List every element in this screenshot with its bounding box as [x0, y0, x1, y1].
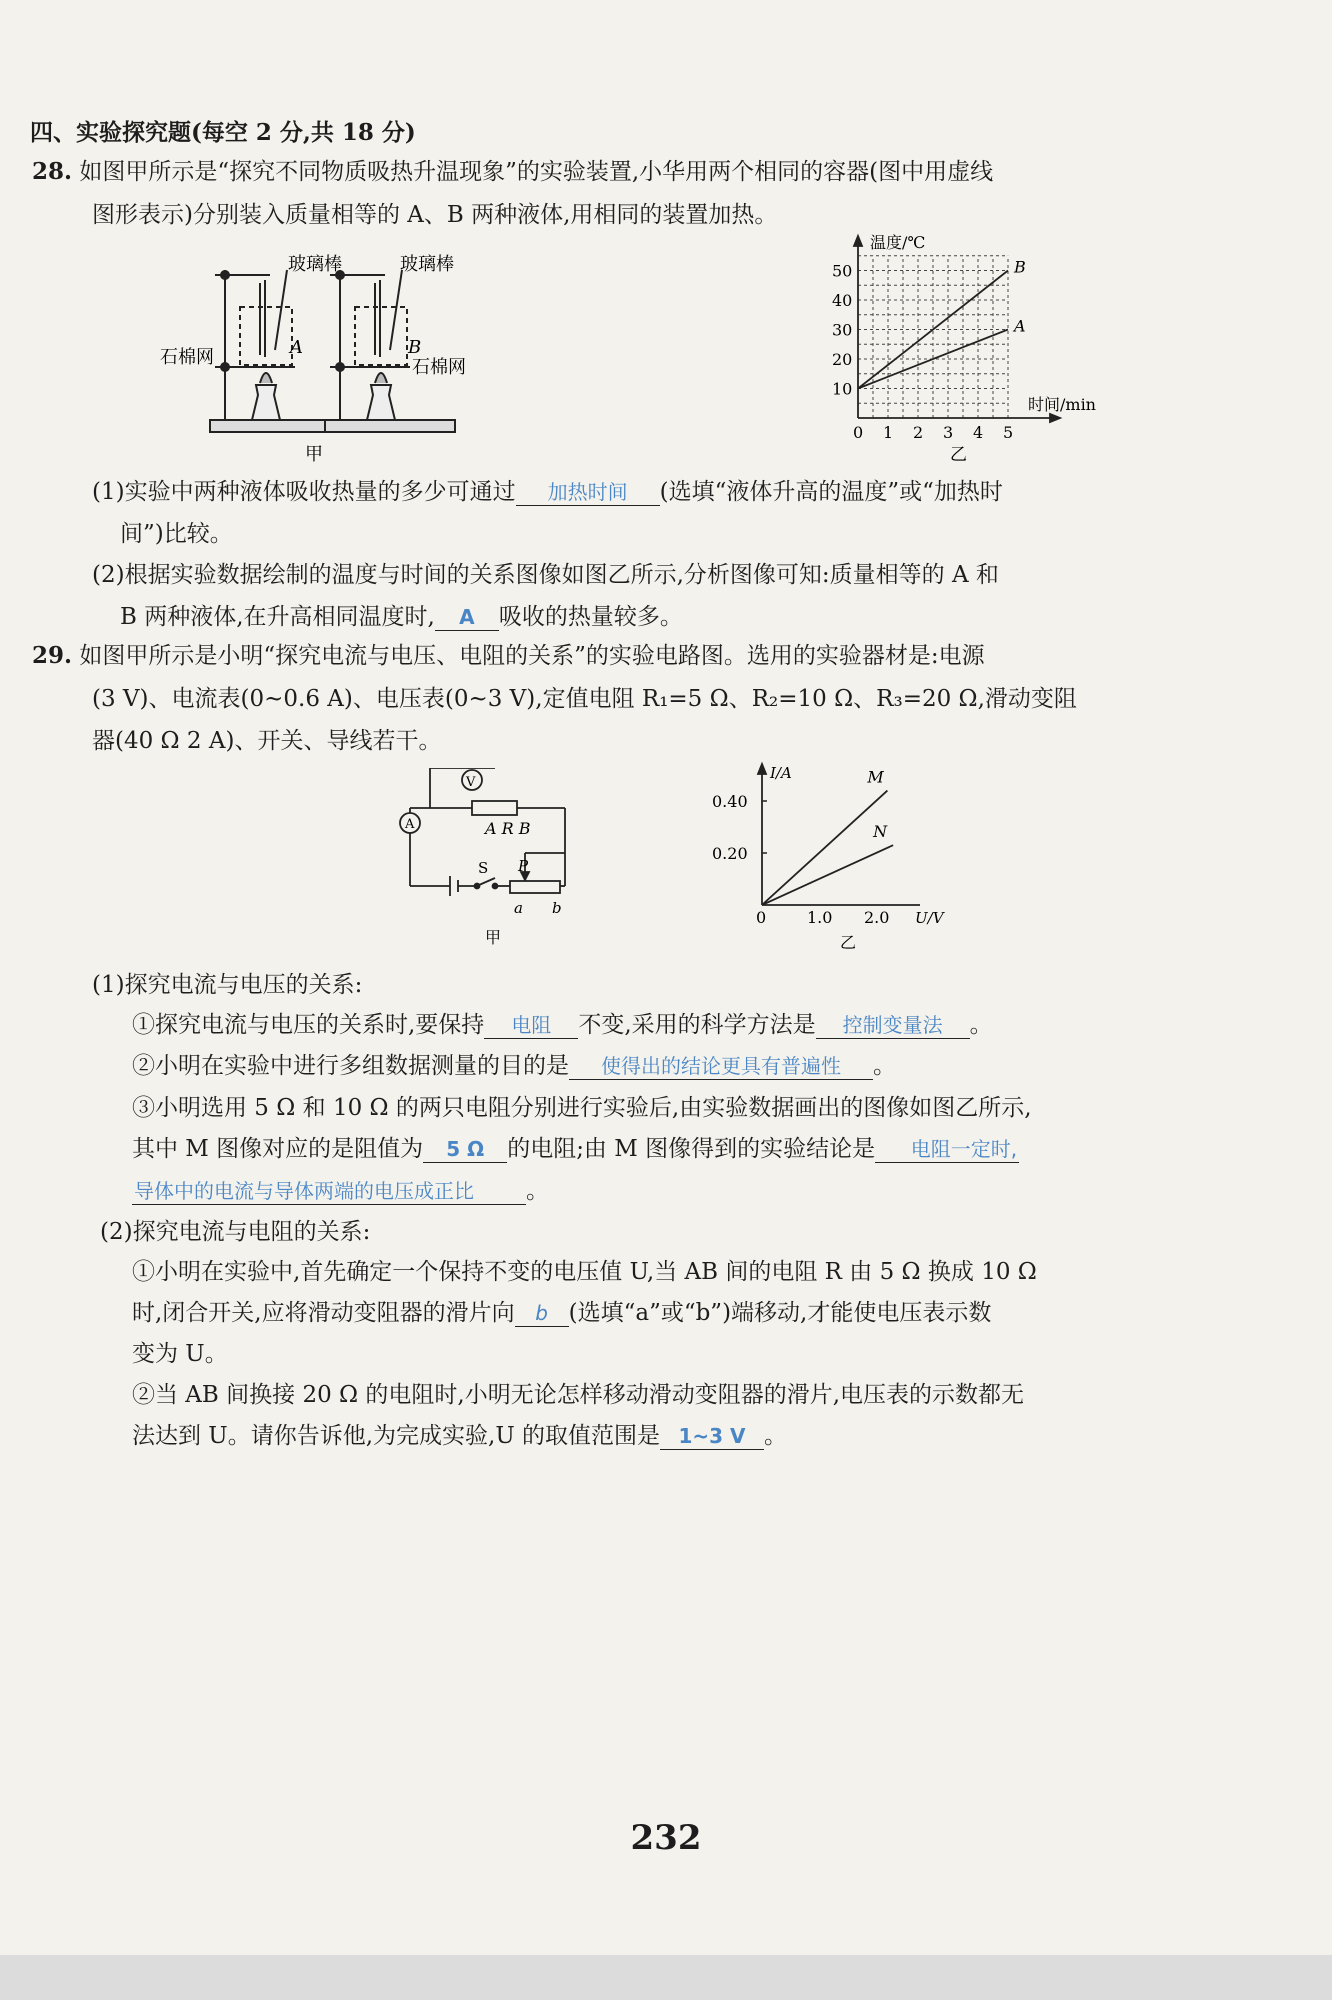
chart2-ylabel: I/A: [770, 764, 792, 782]
chart1-xtick: 0: [853, 423, 864, 442]
chart1-xtick: 3: [943, 423, 954, 442]
q28-p2-line1: (2)根据实验数据绘制的温度与时间的关系图像如图乙所示,分析图像可知:质量相等的 A 和: [92, 562, 999, 588]
q28-p2-line2: B 两种液体,在升高相同温度时, A 吸收的热量较多。: [120, 604, 683, 630]
q29-p2a-line2: 时,闭合开关,应将滑动变阻器的滑片向 b (选填“a”或“b”)端移动,才能使电压表示数: [132, 1300, 992, 1326]
end-b-label: b: [552, 899, 562, 917]
q29-p1a-answer2: 控制变量法: [816, 1012, 970, 1039]
slider-label: P: [518, 857, 529, 875]
page-number: 232: [630, 1818, 702, 1858]
q28-stem-line2: 图形表示)分别装入质量相等的 A、B 两种液体,用相同的装置加热。: [92, 202, 778, 228]
chart2-caption: 乙: [840, 933, 857, 952]
q28-p1-answer: 加热时间: [516, 479, 660, 506]
q29-p1c-answer2b: 导体中的电流与导体两端的电压成正比: [132, 1178, 526, 1205]
q28-stem-line1: 28. 如图甲所示是“探究不同物质吸热升温现象”的实验装置,小华用两个相同的容器(图中用虚线: [32, 158, 994, 185]
chart2-series-line-M: [762, 791, 887, 905]
chart1-xtick: 5: [1003, 423, 1014, 442]
q29-part1-title: (1)探究电流与电压的关系:: [92, 972, 363, 998]
chart2-ytick: 0.20: [712, 844, 748, 863]
liquid-b-label: B: [408, 337, 422, 358]
glass-rod-label-left: 玻璃棒: [288, 254, 342, 275]
q29-p2a-line3: 变为 U。: [132, 1341, 228, 1367]
chart1-series-label-B: B: [1014, 257, 1026, 277]
chart1-ylabel: 温度/℃: [870, 233, 926, 252]
svg-text:V: V: [466, 775, 476, 790]
chart1-xtick: 1: [883, 423, 894, 442]
circuit-arb-label: A R B: [485, 819, 531, 838]
ammeter: [400, 813, 420, 833]
q29-number: 29.: [32, 642, 73, 669]
q29-p1c-answer2a: 电阻一定时,: [875, 1136, 1019, 1163]
chart2-series-label-M: M: [867, 767, 884, 787]
q29-p1c-answer1: 5 Ω: [423, 1136, 507, 1163]
chart1-ytick: 30: [832, 320, 853, 340]
circuit-caption: 甲: [485, 928, 502, 947]
circuit-diagram: [390, 768, 620, 948]
q29-p2a-line1: ①小明在实验中,首先确定一个保持不变的电压值 U,当 AB 间的电阻 R 由 5 Ω 换成 10 Ω: [132, 1259, 1037, 1285]
chart1-ytick: 20: [832, 350, 853, 369]
chart2-xtick: 1.0: [807, 908, 833, 927]
svg-text:A: A: [405, 817, 415, 832]
q29-p1a: ①探究电流与电压的关系时,要保持 电阻 不变,采用的科学方法是 控制变量法 。: [132, 1012, 993, 1038]
asbestos-label-left: 石棉网: [160, 347, 214, 368]
q29-p1a-answer1: 电阻: [484, 1012, 578, 1039]
q28-p1-line1: (1)实验中两种液体吸收热量的多少可通过 加热时间 (选填“液体升高的温度”或“加热时: [92, 479, 1003, 505]
bottom-scan-edge: [0, 1955, 1332, 2000]
chart1-caption: 乙: [950, 445, 967, 465]
asbestos-label-right: 石棉网: [412, 357, 466, 378]
chart2-ytick: 0.40: [712, 792, 748, 811]
switch-label: S: [478, 859, 489, 877]
section-title: 四、实验探究题(每空 2 分,共 18 分): [30, 119, 416, 146]
chart1-xtick: 4: [973, 423, 984, 442]
q29-stem-line3: 器(40 Ω 2 A)、开关、导线若干。: [92, 728, 442, 754]
q29-p1b-answer: 使得出的结论更具有普遍性: [569, 1053, 873, 1080]
q29-p2b-answer: 1~3 V: [660, 1423, 764, 1450]
glass-rod-label-right: 玻璃棒: [400, 254, 454, 275]
chart2-xtick: 2.0: [864, 908, 890, 927]
q29-p1c-line2: 其中 M 图像对应的是阻值为 5 Ω 的电阻;由 M 图像得到的实验结论是 电阻一定时,: [132, 1136, 1018, 1162]
chart2-xlabel: U/V: [915, 909, 944, 927]
q28-p2-answer: A: [435, 604, 499, 631]
chart2-series-label-N: N: [873, 822, 888, 842]
end-a-label: a: [514, 899, 523, 917]
chart1-xlabel: 时间/min: [1028, 395, 1096, 414]
chart1-ytick: 50: [832, 261, 853, 281]
q29-p2a-answer: b: [515, 1300, 569, 1327]
q29-p1c-line3: 导体中的电流与导体两端的电压成正比 。: [134, 1178, 549, 1204]
q29-stem-line1: 29. 如图甲所示是小明“探究电流与电压、电阻的关系”的实验电路图。选用的实验器材是:电源: [32, 642, 985, 669]
q29-p1b: ②小明在实验中进行多组数据测量的目的是 使得出的结论更具有普遍性 。: [132, 1053, 896, 1079]
q29-p2b-line2: 法达到 U。请你告诉他,为完成实验,U 的取值范围是 1~3 V 。: [132, 1423, 788, 1449]
current-voltage-chart: [700, 760, 970, 955]
chart2-series-line-N: [762, 845, 893, 905]
figure-caption-jia: 甲: [305, 444, 323, 465]
q29-p2b-line1: ②当 AB 间换接 20 Ω 的电阻时,小明无论怎样移动滑动变阻器的滑片,电压表的示数都无: [132, 1382, 1025, 1408]
voltmeter: [462, 770, 482, 790]
temperature-time-chart: [810, 228, 1100, 476]
q29-part2-title: (2)探究电流与电阻的关系:: [100, 1219, 371, 1245]
q28-number: 28.: [32, 158, 73, 185]
chart1-ytick: 40: [832, 291, 853, 310]
apparatus-figure: [150, 245, 550, 470]
q29-p1c-line1: ③小明选用 5 Ω 和 10 Ω 的两只电阻分别进行实验后,由实验数据画出的图像如图乙所示,: [132, 1095, 1032, 1121]
chart1-xtick: 2: [913, 423, 924, 442]
chart2-xtick: 0: [756, 908, 767, 927]
q28-p1-line2: 间”)比较。: [120, 521, 233, 547]
q29-stem-line2: (3 V)、电流表(0~0.6 A)、电压表(0~3 V),定值电阻 R₁=5 Ω、R₂=10 Ω、R₃=20 Ω,滑动变阻: [92, 686, 1077, 712]
liquid-a-label: A: [290, 337, 303, 358]
chart1-series-label-A: A: [1014, 316, 1026, 336]
chart1-ytick: 10: [832, 379, 853, 399]
